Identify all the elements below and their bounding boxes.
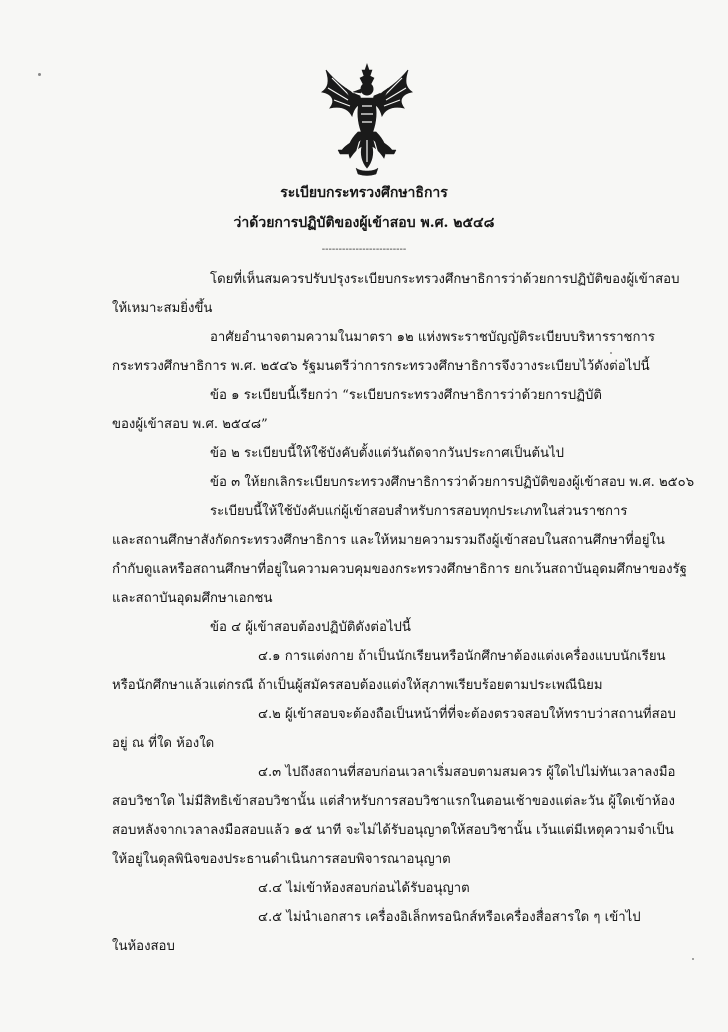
paper-speck — [38, 73, 41, 76]
body-line: กำกับดูแลหรือสถานศึกษาที่อยู่ในความควบคุมของกระทรวงศึกษาธิการ ยกเว้นสถาบันอุดมศึกษาของรัฐ — [112, 562, 687, 577]
body-line: สอบวิชาใด ไม่มีสิทธิเข้าสอบวิชานั้น แต่สำหรับการสอบวิชาแรกในตอนเช้าของแต่ละวัน ผู้ใดเข้าห้อง — [112, 794, 675, 809]
body-line: ให้เหมาะสมยิ่งขึ้น — [112, 301, 213, 316]
clause-2: ข้อ ๒ ระเบียบนี้ให้ใช้บังคับตั้งแต่วันถัดจากวันประกาศเป็นต้นไป — [210, 446, 565, 461]
body-line: หรือนักศึกษาแล้วแต่กรณี ถ้าเป็นผู้สมัครสอบต้องแต่งให้สุภาพเรียบร้อยตามประเพณีนิยม — [112, 678, 603, 693]
item-4-1: ๔.๑ การแต่งกาย ถ้าเป็นนักเรียนหรือนักศึกษาต้องแต่งเครื่องแบบนักเรียน — [258, 649, 666, 664]
clause-3: ข้อ ๓ ให้ยกเลิกระเบียบกระทรวงศึกษาธิการว่าด้วยการปฏิบัติของผู้เข้าสอบ พ.ศ. ๒๕๐๖ — [210, 475, 695, 490]
garuda-emblem-icon — [320, 62, 414, 176]
body-line: กระทรวงศึกษาธิการ พ.ศ. ๒๕๔๖ รัฐมนตรีว่าการกระทรวงศึกษาธิการจึงวางระเบียบไว้ดังต่อไปนี้ — [112, 359, 650, 374]
body-line: ระเบียบนี้ให้ใช้บังคับแก่ผู้เข้าสอบสำหรับการสอบทุกประเภทในส่วนราชการ — [210, 504, 628, 519]
paper-speck — [692, 958, 694, 960]
item-4-2: ๔.๒ ผู้เข้าสอบจะต้องถือเป็นหน้าที่ที่จะต้องตรวจสอบให้ทราบว่าสถานที่สอบ — [258, 707, 676, 722]
body-line: โดยที่เห็นสมควรปรับปรุงระเบียบกระทรวงศึกษาธิการว่าด้วยการปฏิบัติของผู้เข้าสอบ — [210, 272, 680, 287]
document-subtitle: ว่าด้วยการปฏิบัติของผู้เข้าสอบ พ.ศ. ๒๕๔๘ — [233, 215, 495, 231]
paper-speck — [610, 352, 612, 354]
body-line: ในห้องสอบ — [112, 939, 175, 954]
body-line: ให้อยู่ในดุลพินิจของประธานดำเนินการสอบพิจารณาอนุญาต — [112, 852, 451, 867]
item-4-3: ๔.๓ ไปถึงสถานที่สอบก่อนเวลาเริ่มสอบตามสมควร ผู้ใดไปไม่ทันเวลาลงมือ — [258, 765, 676, 780]
item-4-4: ๔.๔ ไม่เข้าห้องสอบก่อนได้รับอนุญาต — [258, 881, 470, 896]
item-4-5: ๔.๕ ไม่นำเอกสาร เครื่องอิเล็กทรอนิกส์หรือเครื่องสื่อสารใด ๆ เข้าไป — [258, 910, 641, 925]
body-line: สอบหลังจากเวลาลงมือสอบแล้ว ๑๕ นาที จะไม่ได้รับอนุญาตให้สอบวิชานั้น เว้นแต่มีเหตุความจำเป็น — [112, 823, 674, 838]
clause-4: ข้อ ๔ ผู้เข้าสอบต้องปฏิบัติดังต่อไปนี้ — [210, 620, 411, 635]
title-separator: ------------------------- — [321, 244, 407, 255]
body-line: และสถานศึกษาสังกัดกระทรวงศึกษาธิการ และให้หมายความรวมถึงผู้เข้าสอบในสถานศึกษาที่อยู่ใน — [112, 533, 665, 548]
body-line: ของผู้เข้าสอบ พ.ศ. ๒๕๔๘” — [112, 417, 268, 432]
body-line: อยู่ ณ ที่ใด ห้องใด — [112, 736, 215, 751]
body-line: และสถาบันอุดมศึกษาเอกชน — [112, 591, 273, 606]
body-line: อาศัยอำนาจตามความในมาตรา ๑๒ แห่งพระราชบัญญัติระเบียบบริหารราชการ — [210, 330, 655, 345]
document-title: ระเบียบกระทรวงศึกษาธิการ — [280, 185, 448, 201]
clause-1-title: ข้อ ๑ ระเบียบนี้เรียกว่า “ระเบียบกระทรวงศึกษาธิการว่าด้วยการปฏิบัติ — [210, 388, 602, 403]
